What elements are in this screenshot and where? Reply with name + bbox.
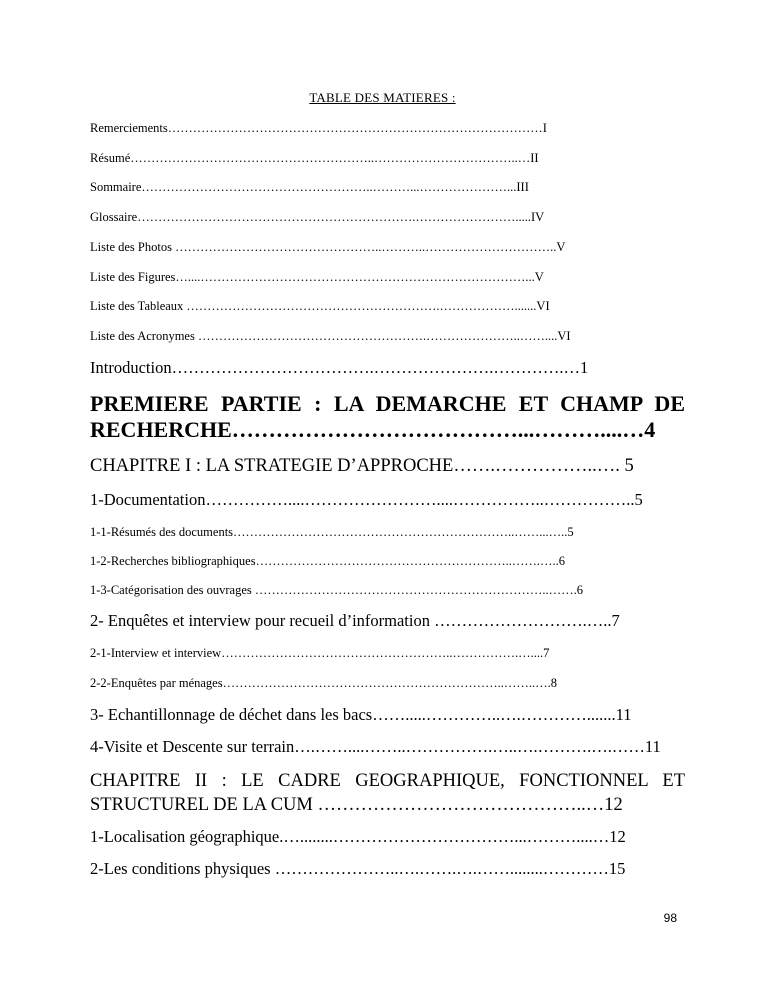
toc-entry-conditions-physiques[interactable]: 2-Les conditions physiques …………………..….…….….……........…………15 (90, 859, 626, 878)
toc-entry-sommaire[interactable]: Sommaire………………………………………………..………...…………………...III (90, 180, 529, 194)
toc-entry-resumes-documents[interactable]: 1-1-Résumés des documents…………………………………………………………..……...…..5 (90, 525, 574, 539)
toc-entry-chapitre-2[interactable]: CHAPITRE II : LE CADRE GEOGRAPHIQUE, FONCTIONNEL ET STRUCTUREL DE LA CUM ……………………………………..…12 (90, 771, 685, 815)
toc-entry-documentation[interactable]: 1-Documentation……………....……………………....……………..……………..5 (90, 490, 643, 509)
toc-entry-visite-terrain[interactable]: 4-Visite et Descente sur terrain….……....……..…………….…..….……….….……11 (90, 737, 661, 756)
toc-entry-chapitre-1[interactable]: CHAPITRE I : LA STRATEGIE D’APPROCHE…….……………..…. 5 (90, 456, 634, 476)
toc-entry-interview[interactable]: 2-1-Interview et interview………………………………………………..…………….…....7 (90, 646, 550, 660)
toc-entry-introduction[interactable]: Introduction……………………………….………………….………….…1 (90, 358, 589, 377)
toc-entry-categorisation-ouvrages[interactable]: 1-3-Catégorisation des ouvrages ……………………………………………………………..…….6 (90, 583, 584, 597)
toc-title: TABLE DES MATIERES : (309, 90, 456, 105)
toc-entry-premiere-partie[interactable]: PREMIERE PARTIE : LA DEMARCHE ET CHAMP DE RECHERCHE…………………………………...………....…4 (90, 391, 685, 442)
toc-entry-localisation[interactable]: 1-Localisation géographique.…........……………………………...………....…12 (90, 827, 626, 846)
toc-entry-remerciements[interactable]: Remerciements………………………………………………………………………………I (90, 121, 547, 135)
toc-entry-liste-figures[interactable]: Liste des Figures…....……………………………………………………………………...V (90, 270, 544, 284)
toc-entry-recherches-bibliographiques[interactable]: 1-2-Recherches bibliographiques……………………………………………………..…….…..6 (90, 554, 565, 568)
toc-entry-enquetes-menages[interactable]: 2-2-Enquêtes par ménages…………………………………………………………..……..….8 (90, 676, 557, 690)
toc-entry-liste-photos[interactable]: Liste des Photos …………………………………………..………..…………………………..V (90, 240, 566, 254)
toc-entry-enquetes-interview[interactable]: 2- Enquêtes et interview pour recueil d’information ……………………….…..7 (90, 611, 620, 630)
toc-entry-liste-tableaux[interactable]: Liste des Tableaux …………………………………………………….……………….......VI (90, 299, 550, 313)
toc-entry-echantillonnage[interactable]: 3- Echantillonnage de déchet dans les bacs…….....…………..….………….......11 (90, 705, 632, 724)
toc-entry-glossaire[interactable]: Glossaire………………………………………………………….…………………….....IV (90, 210, 545, 224)
toc-entry-liste-acronymes[interactable]: Liste des Acronymes ……………………………………………….…………………..……....VI (90, 329, 571, 343)
toc-entry-resume[interactable]: Résumé…………………………………………………..……………………………..…II (90, 151, 539, 165)
page-number: 98 (663, 911, 677, 925)
